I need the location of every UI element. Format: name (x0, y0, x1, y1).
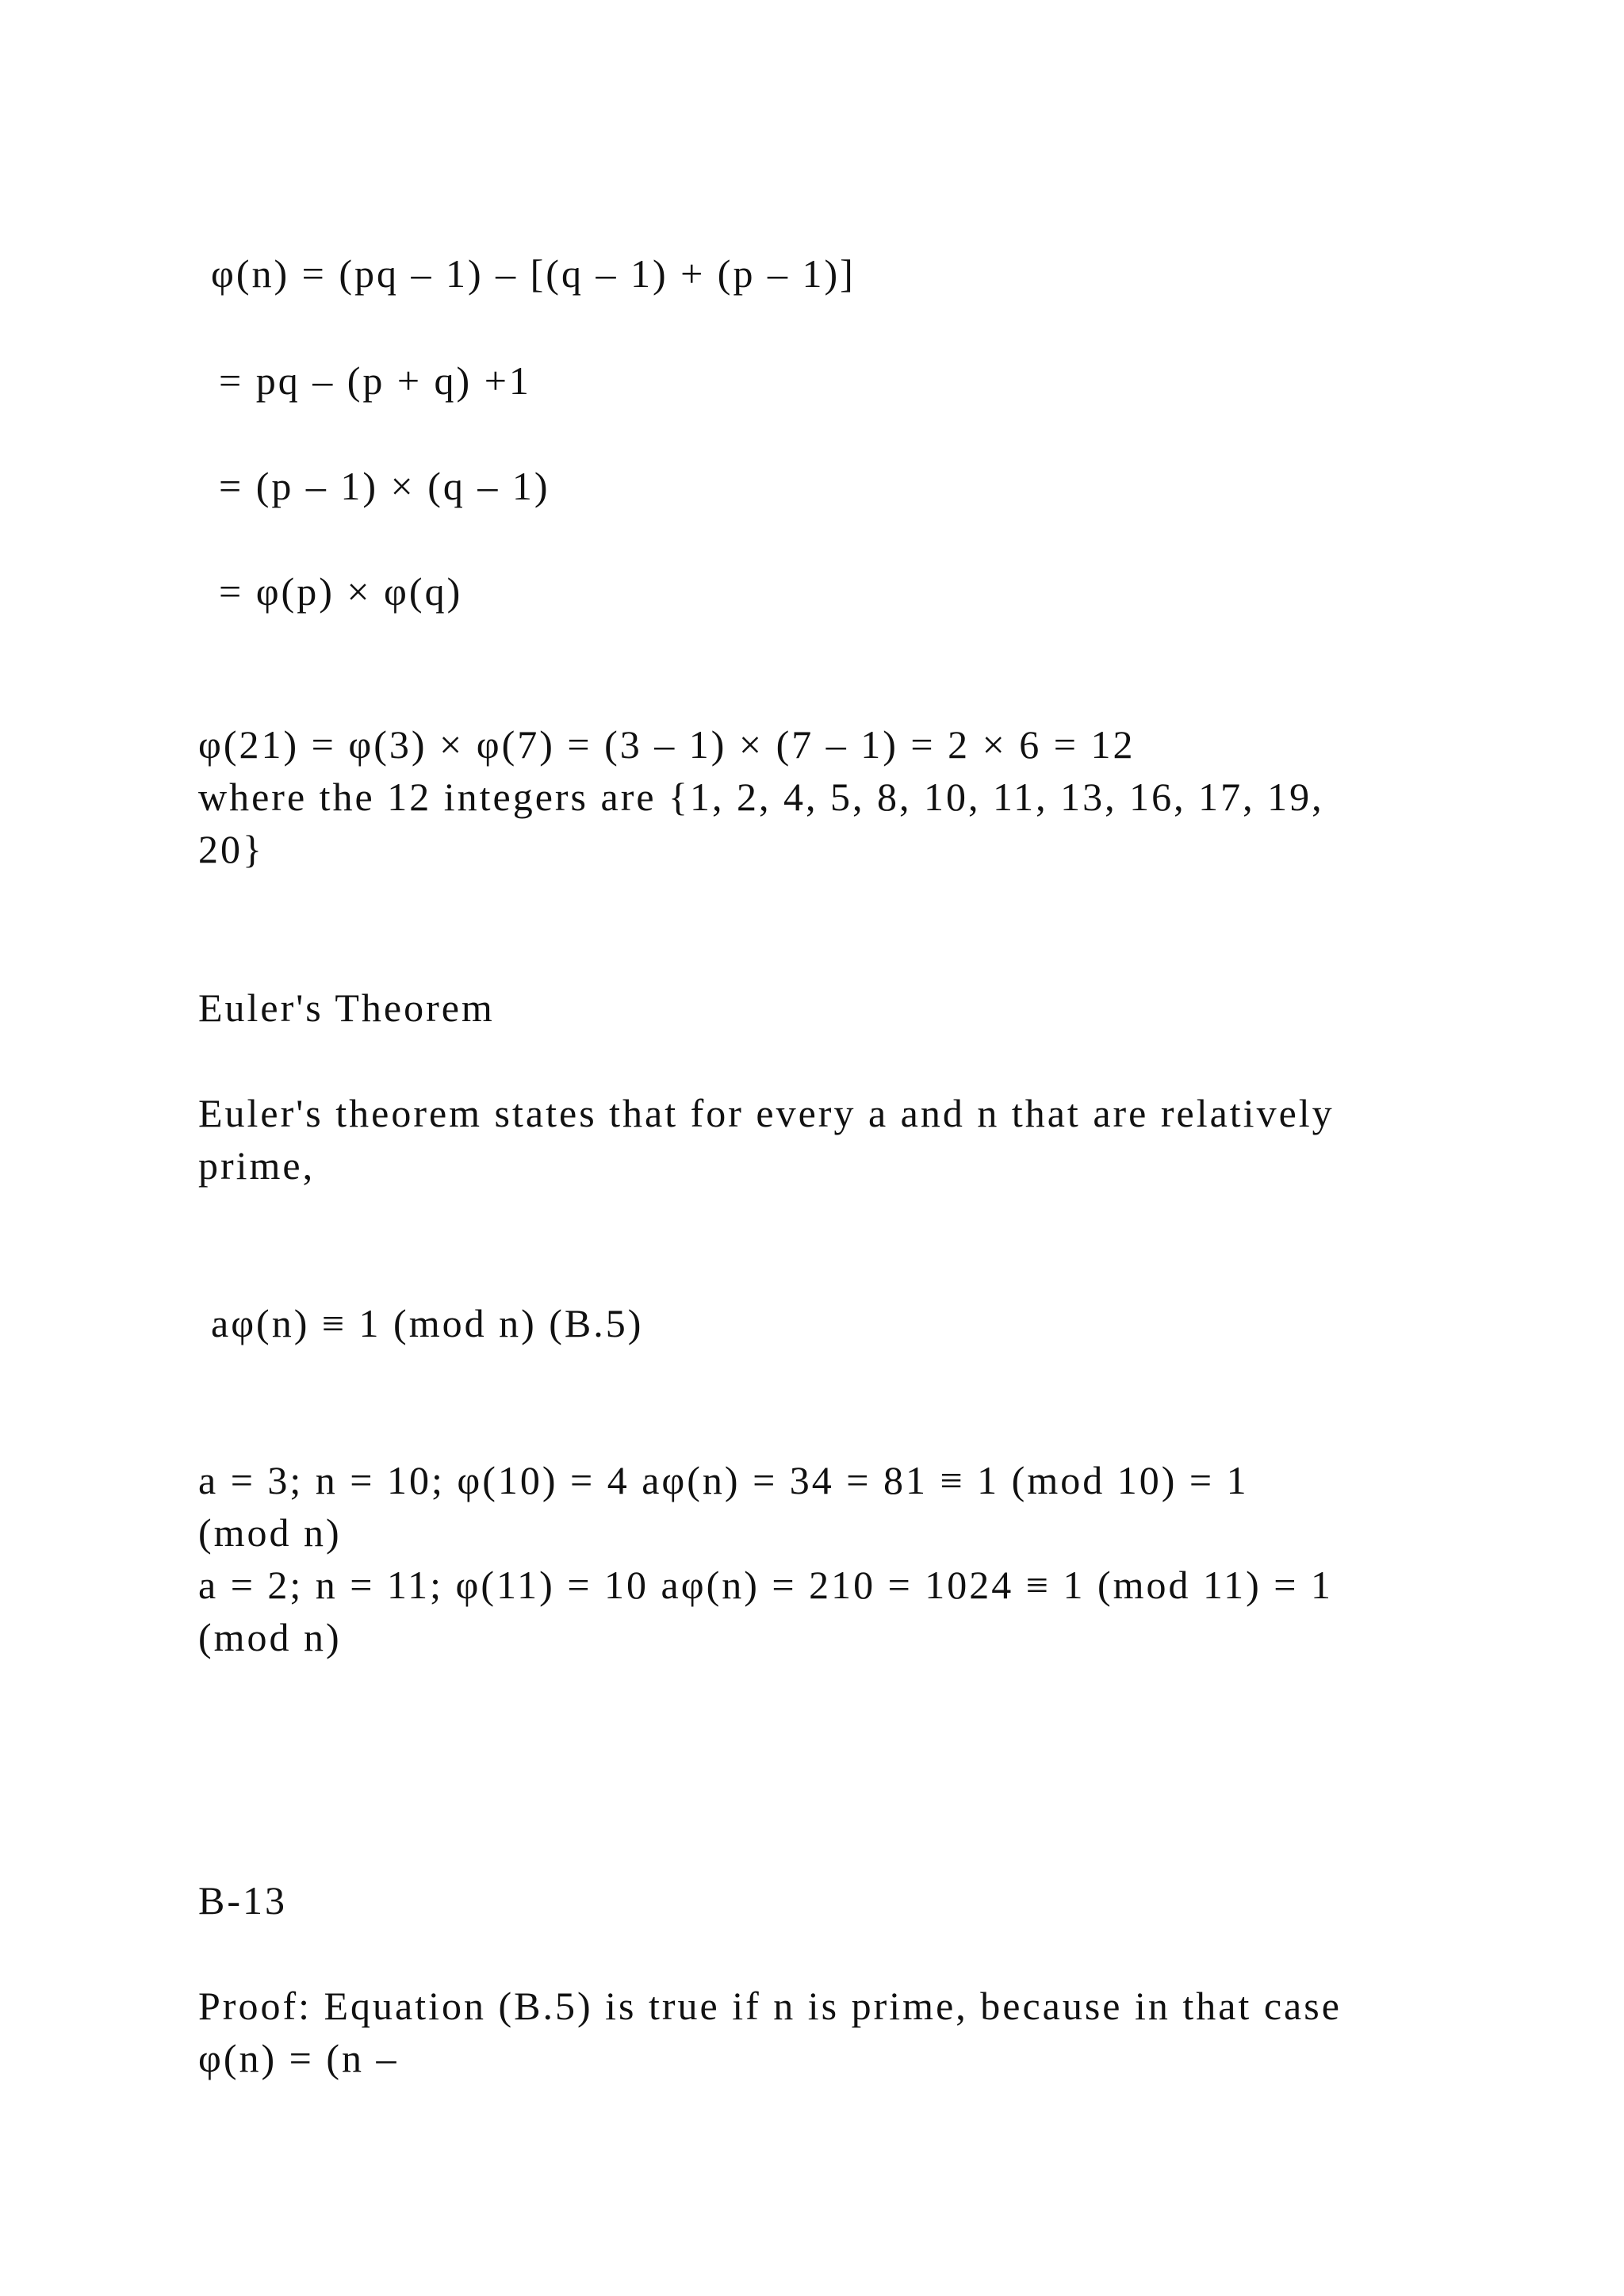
examples2-line-1: a = 3; n = 10; φ(10) = 4 aφ(n) = 34 = 81 ≡ 1 (mod 10) = 1 (198, 1458, 1249, 1502)
statement-line-1: Euler's theorem states that for every a and n that are relatively (198, 1091, 1335, 1135)
proof-line-2: φ(n) = (n – (198, 2036, 399, 2080)
examples2-line-2: (mod n) (198, 1510, 342, 1555)
examples2-line-3: a = 2; n = 11; φ(11) = 10 aφ(n) = 210 = 1024 ≡ 1 (mod 11) = 1 (198, 1563, 1333, 1607)
proof-line-1: Proof: Equation (B.5) is true if n is prime, because in that case (198, 1984, 1342, 2028)
example-line-2: where the 12 integers are {1, 2, 4, 5, 8, 10, 11, 13, 16, 17, 19, (198, 775, 1324, 819)
section-heading: Euler's Theorem (198, 985, 495, 1030)
equation-b5: aφ(n) ≡ 1 (mod n) (B.5) (211, 1301, 644, 1345)
derivation-line-4: = φ(p) × φ(q) (219, 569, 463, 614)
derivation-line-1: φ(n) = (pq – 1) – [(q – 1) + (p – 1)] (211, 251, 856, 296)
examples2-line-4: (mod n) (198, 1615, 342, 1659)
example-line-3: 20} (198, 827, 264, 871)
derivation-line-3: = (p – 1) × (q – 1) (219, 464, 550, 508)
derivation-line-2: = pq – (p + q) +1 (219, 358, 531, 403)
statement-line-2: prime, (198, 1143, 316, 1188)
example-line-1: φ(21) = φ(3) × φ(7) = (3 – 1) × (7 – 1) = 2 × 6 = 12 (198, 722, 1136, 767)
page-label: B-13 (198, 1878, 287, 1923)
